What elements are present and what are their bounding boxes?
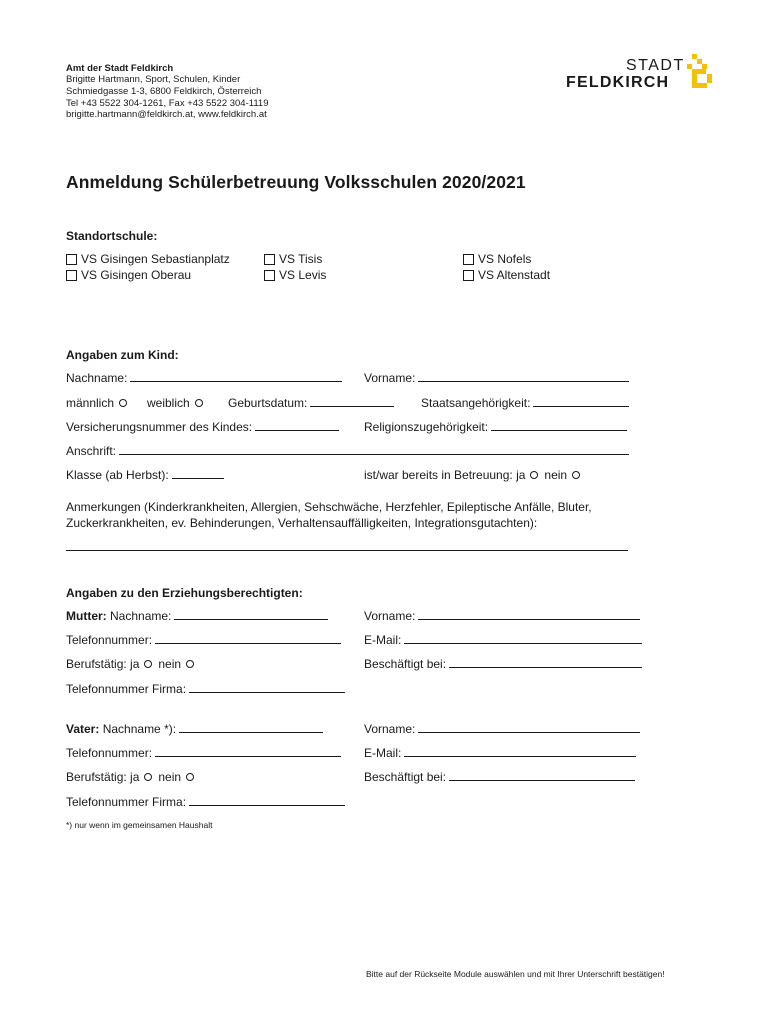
contact-line-3: Tel +43 5522 304-1261, Fax +43 5522 304-1119 (66, 98, 269, 109)
radio-icon (530, 471, 538, 479)
vater-telefon-field[interactable]: Telefonnummer: (66, 746, 341, 760)
mutter-telefon-firma-field[interactable]: Telefonnummer Firma: (66, 682, 345, 696)
mutter-beschaeftigt-field[interactable]: Beschäftigt bei: (364, 657, 642, 671)
page-title: Anmeldung Schülerbetreuung Volksschulen 2020/2021 (66, 172, 526, 192)
child-betreuung-field[interactable]: ist/war bereits in Betreuung: ja nein (364, 468, 583, 482)
mutter-vorname-field[interactable]: Vorname: (364, 609, 640, 623)
anmerkungen-input-line[interactable] (66, 550, 628, 551)
child-klasse-field[interactable]: Klasse (ab Herbst): (66, 468, 224, 482)
org-name: Amt der Stadt Feldkirch (66, 63, 174, 74)
child-religion-field[interactable]: Religionszugehörigkeit: (364, 420, 627, 434)
stadt-feldkirch-logo: STADT FELDKIRCH (566, 52, 716, 94)
school-heading: Standortschule: (66, 229, 158, 243)
checkbox[interactable] (463, 254, 474, 265)
school-option-tisis[interactable]: VS Tisis (264, 252, 322, 266)
vater-vorname-field[interactable]: Vorname: (364, 722, 640, 736)
school-option-nofels[interactable]: VS Nofels (463, 252, 531, 266)
vater-berufstaetig-field[interactable]: Berufstätig: ja nein (66, 770, 197, 784)
contact-line-1: Brigitte Hartmann, Sport, Schulen, Kinder (66, 74, 241, 85)
radio-icon (195, 399, 203, 407)
parents-heading: Angaben zu den Erziehungsberechtigten: (66, 586, 303, 600)
child-vorname-field[interactable]: Vorname: (364, 371, 629, 385)
vater-beschaeftigt-field[interactable]: Beschäftigt bei: (364, 770, 635, 784)
contact-line-2: Schmiedgasse 1-3, 6800 Feldkirch, Österreich (66, 86, 262, 97)
child-gender-female[interactable]: weiblich (147, 396, 206, 410)
checkbox[interactable] (66, 270, 77, 281)
child-heading: Angaben zum Kind: (66, 348, 179, 362)
child-gender-male[interactable]: männlich (66, 396, 130, 410)
checkbox[interactable] (66, 254, 77, 265)
footer-note: Bitte auf der Rückseite Module auswählen und mit Ihrer Unterschrift bestätigen! (366, 969, 665, 979)
contact-line-4: brigitte.hartmann@feldkirch.at, www.feldkirch.at (66, 109, 267, 120)
checkbox[interactable] (264, 254, 275, 265)
radio-icon (144, 660, 152, 668)
radio-icon (572, 471, 580, 479)
logo-mark-icon (686, 52, 714, 92)
school-option-gisingen-oberau[interactable]: VS Gisingen Oberau (66, 268, 191, 282)
vater-email-field[interactable]: E-Mail: (364, 746, 636, 760)
radio-icon (119, 399, 127, 407)
checkbox[interactable] (463, 270, 474, 281)
mutter-nachname-field[interactable]: Mutter: Nachname: (66, 609, 328, 623)
mutter-email-field[interactable]: E-Mail: (364, 633, 642, 647)
child-nachname-field[interactable]: Nachname: (66, 371, 342, 385)
vater-nachname-field[interactable]: Vater: Nachname *): (66, 722, 323, 736)
child-staatsangehoerigkeit-field[interactable]: Staatsangehörigkeit: (421, 396, 629, 410)
radio-icon (144, 773, 152, 781)
footnote: *) nur wenn im gemeinsamen Haushalt (66, 820, 213, 830)
anmerkungen-label-line-1: Anmerkungen (Kinderkrankheiten, Allergien, Sehschwäche, Herzfehler, Epileptische Anfälle, Bluter, (66, 500, 592, 514)
child-anschrift-field[interactable]: Anschrift: (66, 444, 629, 458)
checkbox[interactable] (264, 270, 275, 281)
school-option-altenstadt[interactable]: VS Altenstadt (463, 268, 550, 282)
child-geburtsdatum-field[interactable]: Geburtsdatum: (228, 396, 394, 410)
school-option-levis[interactable]: VS Levis (264, 268, 326, 282)
child-versicherung-field[interactable]: Versicherungsnummer des Kindes: (66, 420, 339, 434)
anmerkungen-label-line-2: Zuckerkrankheiten, ev. Behinderungen, Verhaltensauffälligkeiten, Integrationsgutachten): (66, 516, 538, 530)
radio-icon (186, 773, 194, 781)
vater-telefon-firma-field[interactable]: Telefonnummer Firma: (66, 795, 345, 809)
school-option-gisingen-sebastianplatz[interactable]: VS Gisingen Sebastianplatz (66, 252, 230, 266)
radio-icon (186, 660, 194, 668)
mutter-telefon-field[interactable]: Telefonnummer: (66, 633, 341, 647)
mutter-berufstaetig-field[interactable]: Berufstätig: ja nein (66, 657, 197, 671)
